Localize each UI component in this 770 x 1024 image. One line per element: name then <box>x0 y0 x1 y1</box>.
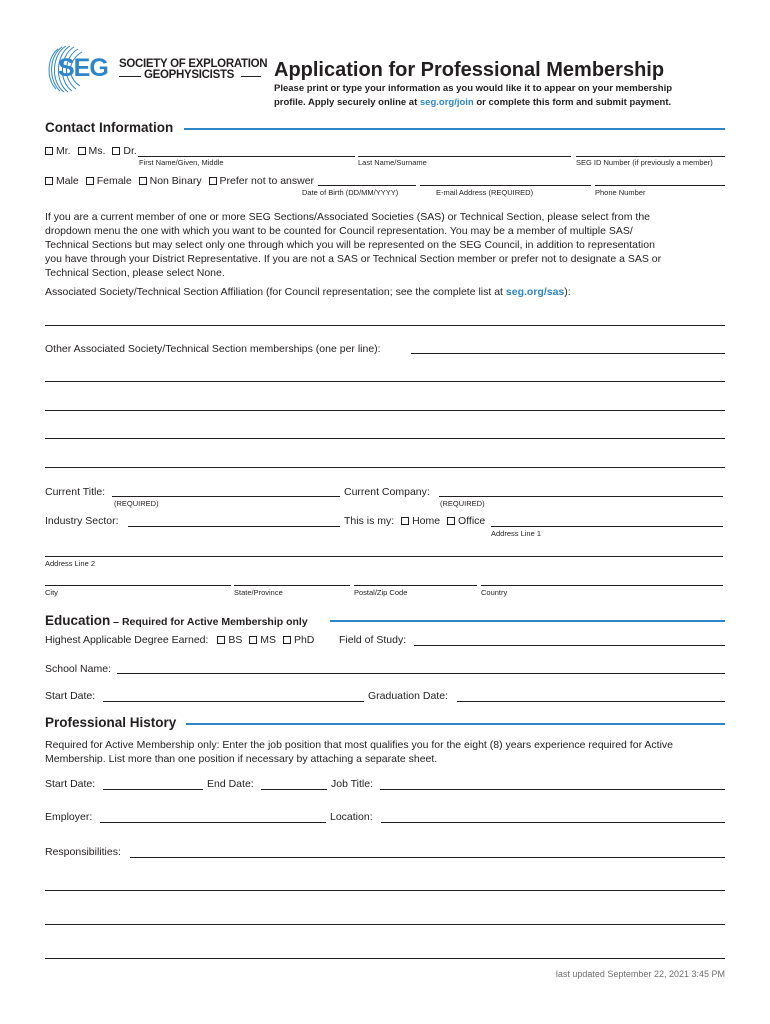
address-line2-label: Address Line 2 <box>45 559 96 568</box>
gender-male[interactable]: Male <box>45 176 79 187</box>
employer-field[interactable] <box>100 822 326 823</box>
state-field[interactable] <box>234 585 350 586</box>
employer-label: Employer: <box>45 811 93 823</box>
dr-checkbox[interactable] <box>112 147 120 155</box>
responsibilities-label: Responsibilities: <box>45 846 121 858</box>
postal-field[interactable] <box>354 585 477 586</box>
sas-para-line: you have through your District Representative. If you are not a SAS or Technical Section member or prefer not to designate a SAS or <box>45 253 662 265</box>
seg-logo <box>44 44 268 94</box>
sas-link[interactable]: seg.org/sas <box>505 286 565 298</box>
female-checkbox[interactable] <box>86 177 94 185</box>
current-company-required: (REQUIRED) <box>440 499 485 508</box>
first-name-label: First Name/Given, Middle <box>139 158 224 167</box>
address-line1-label: Address Line 1 <box>491 529 542 538</box>
field-of-study-field[interactable] <box>414 645 725 646</box>
email-label: E-mail Address (REQUIRED) <box>436 188 534 197</box>
affiliation-label: Associated Society/Technical Section Affiliation (for Council representation; see the complete list at seg.org/sas): <box>45 286 571 298</box>
gender-prefer-not[interactable]: Prefer not to answer <box>209 176 315 187</box>
affiliation-field[interactable] <box>45 325 725 326</box>
page-title: Application for Professional Membership <box>274 59 665 81</box>
responsibilities-line[interactable] <box>45 890 725 891</box>
current-title-field[interactable] <box>112 496 340 497</box>
job-end-date-field[interactable] <box>261 789 327 790</box>
other-memberships-line[interactable] <box>45 438 725 439</box>
address-type-group <box>344 516 489 527</box>
logo-text: SEG <box>58 54 108 82</box>
current-company-field[interactable] <box>439 496 723 497</box>
address-office[interactable]: Office <box>447 516 485 527</box>
professional-heading: Professional History <box>45 715 177 730</box>
org-name-line2: GEOPHYSICISTS <box>144 69 235 81</box>
school-name-label: School Name: <box>45 663 111 675</box>
education-heading-sub: – Required for Active Membership only <box>110 616 308 628</box>
education-heading: Education – Required for Active Membership only <box>45 613 308 628</box>
degree-group <box>45 635 318 646</box>
education-heading-rule <box>330 620 725 622</box>
postal-label: Postal/Zip Code <box>354 588 408 597</box>
city-label: City <box>45 588 58 597</box>
ms-checkbox[interactable] <box>78 147 86 155</box>
sas-instructions <box>45 210 735 280</box>
email-field[interactable] <box>420 185 591 186</box>
first-name-field[interactable] <box>138 156 355 157</box>
city-field[interactable] <box>45 585 231 586</box>
this-is-my-label: This is my: <box>344 515 395 527</box>
job-start-date-label: Start Date: <box>45 778 96 790</box>
gender-group <box>45 176 318 187</box>
job-title-field[interactable] <box>380 789 725 790</box>
gender-nonbinary[interactable]: Non Binary <box>139 176 202 187</box>
subtitle-post: or complete this form and submit payment. <box>473 97 672 108</box>
address-line1-field[interactable] <box>491 526 723 527</box>
field-of-study-label: Field of Study: <box>339 634 407 646</box>
sas-para-line: Technical Sections but may select only one through which you will be represented on the SEG Council, in addition to representation <box>45 239 655 251</box>
nonbinary-checkbox[interactable] <box>139 177 147 185</box>
professional-heading-rule <box>186 723 725 725</box>
last-updated: last updated September 22, 2021 3:45 PM <box>555 969 725 979</box>
state-label: State/Province <box>234 588 283 597</box>
responsibilities-line[interactable] <box>45 958 725 959</box>
phone-field[interactable] <box>595 185 725 186</box>
seg-id-field[interactable] <box>576 156 725 157</box>
join-link[interactable]: seg.org/join <box>419 97 474 108</box>
school-name-field[interactable] <box>117 673 725 674</box>
current-company-label: Current Company: <box>344 486 430 498</box>
ms-degree-checkbox[interactable] <box>249 636 257 644</box>
location-field[interactable] <box>381 822 725 823</box>
edu-start-date-field[interactable] <box>103 701 364 702</box>
job-title-label: Job Title: <box>331 778 374 790</box>
salutation-ms[interactable]: Ms. <box>78 146 106 157</box>
current-title-label: Current Title: <box>45 486 106 498</box>
other-memberships-line[interactable] <box>45 467 725 468</box>
gender-female[interactable]: Female <box>86 176 132 187</box>
industry-sector-label: Industry Sector: <box>45 515 119 527</box>
other-memberships-line[interactable] <box>45 381 725 382</box>
job-start-date-field[interactable] <box>103 789 203 790</box>
responsibilities-field[interactable] <box>130 857 725 858</box>
org-name-rule-right <box>241 76 261 77</box>
contact-heading-rule <box>184 128 725 130</box>
male-checkbox[interactable] <box>45 177 53 185</box>
page-subtitle-line2 <box>274 98 671 108</box>
home-checkbox[interactable] <box>401 517 409 525</box>
dob-label: Date of Birth (DD/MM/YYYY) <box>302 188 399 197</box>
seg-id-label: SEG ID Number (if previously a member) <box>576 158 713 167</box>
bs-checkbox[interactable] <box>217 636 225 644</box>
industry-sector-field[interactable] <box>128 526 340 527</box>
degree-phd[interactable]: PhD <box>283 635 314 646</box>
org-name-line1: SOCIETY OF EXPLORATION <box>119 58 268 70</box>
sas-para-line: If you are a current member of one or more SEG Sections/Associated Societies (SAS) or Technical Section, please select from the <box>45 211 651 223</box>
graduation-date-field[interactable] <box>457 701 725 702</box>
org-name-rule-left <box>119 76 141 77</box>
graduation-date-label: Graduation Date: <box>368 690 448 702</box>
location-label: Location: <box>330 811 373 823</box>
edu-start-date-label: Start Date: <box>45 690 96 702</box>
responsibilities-line[interactable] <box>45 924 725 925</box>
phd-checkbox[interactable] <box>283 636 291 644</box>
other-memberships-label: Other Associated Society/Technical Section memberships (one per line): <box>45 343 381 355</box>
sas-para-line: dropdown menu the one with which you want to be counted for Council representation. You may be a member of multiple SAS/ <box>45 225 633 237</box>
address-line2-field[interactable] <box>45 556 723 557</box>
professional-para-line: Membership. List more than one position if necessary by attaching a separate sheet. <box>45 753 438 765</box>
degree-bs[interactable]: BS <box>217 635 242 646</box>
salutation-mr[interactable]: Mr. <box>45 146 71 157</box>
job-end-date-label: End Date: <box>207 778 254 790</box>
phone-label: Phone Number <box>595 188 646 197</box>
dob-field[interactable] <box>318 185 416 186</box>
other-memberships-field[interactable] <box>411 353 725 354</box>
subtitle-pre: profile. Apply securely online at <box>274 97 420 108</box>
last-name-label: Last Name/Surname <box>358 158 427 167</box>
salutation-group <box>45 146 141 157</box>
professional-instructions <box>45 738 735 766</box>
professional-para-line: Required for Active Membership only: Enter the job position that most qualifies you for the eight (8) years experience required for Active <box>45 739 673 751</box>
prefer-not-checkbox[interactable] <box>209 177 217 185</box>
degree-label: Highest Applicable Degree Earned: <box>45 634 209 646</box>
sas-para-line: Technical Section, please select None. <box>45 267 225 279</box>
office-checkbox[interactable] <box>447 517 455 525</box>
last-name-field[interactable] <box>358 156 571 157</box>
mr-checkbox[interactable] <box>45 147 53 155</box>
country-label: Country <box>481 588 508 597</box>
degree-ms[interactable]: MS <box>249 635 276 646</box>
country-field[interactable] <box>481 585 723 586</box>
address-home[interactable]: Home <box>401 516 440 527</box>
other-memberships-line[interactable] <box>45 410 725 411</box>
current-title-required: (REQUIRED) <box>114 499 159 508</box>
page-subtitle-line1: Please print or type your information as you would like it to appear on your membership <box>274 83 673 94</box>
salutation-dr[interactable]: Dr. <box>112 146 136 157</box>
contact-heading: Contact Information <box>45 120 174 135</box>
